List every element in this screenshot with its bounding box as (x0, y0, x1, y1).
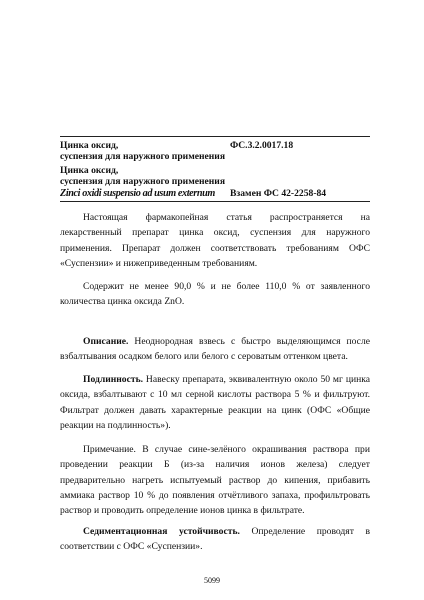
description-text: Неоднородная взвесь с быстро выделяющимся после взбалтывания осадком белого или белого с сероватым оттенком цвета. (60, 336, 370, 363)
identity-label: Подлинность. (83, 374, 144, 385)
document-code: ФС.3.2.0017.18 (230, 140, 294, 151)
header-block-2 (60, 165, 370, 187)
page-number: 5099 (204, 576, 220, 585)
identity-text: Навеску препарата, эквивалентную около 50 мг цинка оксида, взбалтывают с 10 мл серной кислоты раствора 5 % и фильтруют. Фильтрат должен давать характерные реакции на цинк (ОФС «Общие реакции на подлинность»). (60, 374, 370, 431)
header-title-line-4: суспензия для наружного применения (60, 176, 226, 187)
latin-name: Zinci oxidi suspensio ad usum externum (60, 188, 215, 199)
header-title-line-2: суспензия для наружного применения (60, 151, 226, 162)
paragraph-sedimentation (60, 524, 370, 555)
paragraph-note: Примечание. В случае сине-зелёного окрашивания раствора при проведении реакции Б (из-за наличия ионов железа) следует предварительно нагреть испытуемый раствор до кипения, прибавить аммиака раствор 10 % до появления отчётливого запаха, профильтровать раствор и проводить определение ионов цинка в фильтрате. (60, 444, 370, 517)
header-bottom-rule (60, 201, 370, 202)
header-block-1 (60, 140, 370, 162)
paragraph-content: Содержит не менее 90,0 % и не более 110,0 % от заявленного количества цинка оксида ZnO. (60, 281, 370, 308)
paragraph-description (60, 334, 370, 365)
replaces-note: Взамен ФС 42-2258-84 (230, 188, 327, 199)
paragraph-identity (60, 372, 370, 433)
header-block-3 (60, 188, 370, 199)
top-rule (60, 136, 370, 137)
sedimentation-text: Определение проводят в соответствии с ОФС «Суспензии». (60, 526, 370, 553)
header-title-line-3: Цинка оксид, (60, 165, 119, 176)
header-title (60, 140, 225, 162)
header-title-line-1: Цинка оксид, (60, 140, 119, 151)
description-label: Описание. (83, 336, 129, 347)
sedimentation-label: Седиментационная устойчивость. (83, 526, 240, 537)
paragraph-intro: Настоящая фармакопейная статья распространяется на лекарственный препарат цинка оксид, суспензия для наружного применения. Препарат должен соответствовать требованиям ОФС «Суспензии» и нижеприведенным требованиям. (60, 212, 370, 269)
